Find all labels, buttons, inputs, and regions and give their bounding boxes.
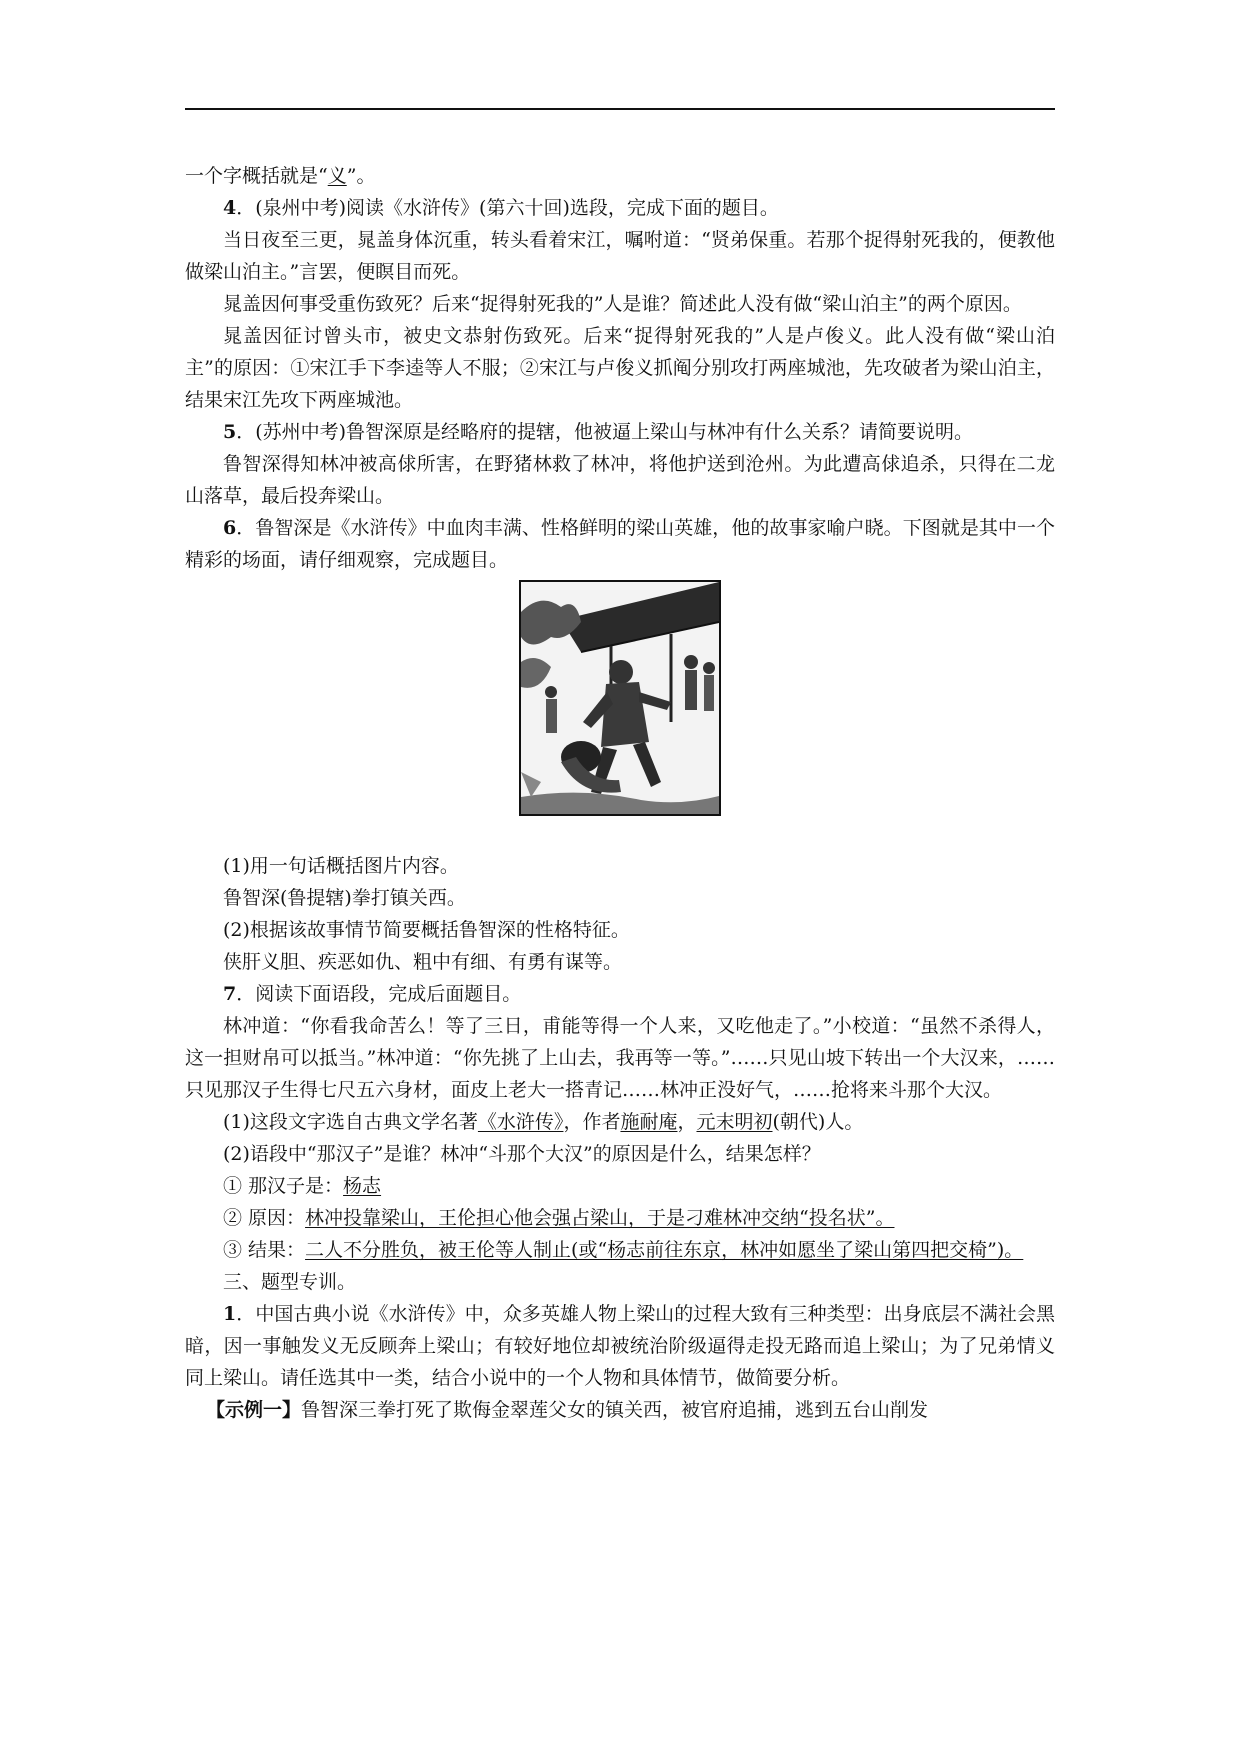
question-7-answer3: ③ 结果：二人不分胜负，被王伦等人制止(或“杨志前往东京，林冲如愿坐了梁山第四把交椅”)。 bbox=[223, 1239, 1024, 1261]
training-question-1: 1．中国古典小说《水浒传》中，众多英雄人物上梁山的过程大致有三种类型：出身底层不满社会黑暗，因一事触发义无反顾奔上梁山；有较好地位却被统治阶级逼得走投无路而追上梁山；为了兄弟情义同上梁山。请任选其中一类，结合小说中的一个人物和具体情节，做简要分析。 bbox=[185, 1303, 1055, 1389]
header-rule bbox=[185, 108, 1055, 110]
question-4-prompt: 晁盖因何事受重伤致死？后来“捉得射死我的”人是谁？简述此人没有做“梁山泊主”的两个原因。 bbox=[223, 293, 1022, 315]
question-7-passage: 林冲道：“你看我命苦么！等了三日，甫能等得一个人来，又吃他走了。”小校道：“虽然不杀得人，这一担财帛可以抵当。”林冲道：“你先挑了上山去，我再等一等。”……只见山坡下转出一个大汉来，……只见那汉子生得七尺五六身材，面皮上老大一搭青记……林冲正没好气，……抢将来斗那个大汉。 bbox=[185, 1015, 1055, 1101]
question-6-answer1: 鲁智深(鲁提辖)拳打镇关西。 bbox=[223, 887, 466, 909]
section-3-heading: 三、题型专训。 bbox=[223, 1271, 357, 1293]
training-example-1: 【示例一】鲁智深三拳打死了欺侮金翠莲父女的镇关西，被官府追捕，逃到五台山削发 bbox=[206, 1399, 929, 1421]
question-6: 6．鲁智深是《水浒传》中血肉丰满、性格鲜明的梁山英雄，他的故事家喻户晓。下图就是其中一个精彩的场面，请仔细观察，完成题目。 bbox=[185, 517, 1055, 571]
question-6-sub2: (2)根据该故事情节简要概括鲁智深的性格特征。 bbox=[223, 919, 630, 941]
question-7: 7．阅读下面语段，完成后面题目。 bbox=[223, 983, 522, 1005]
question-7-sub2: (2)语段中“那汉子”是谁？林冲“斗那个大汉”的原因是什么，结果怎样？ bbox=[223, 1143, 821, 1165]
question-7-answer2: ② 原因：林冲投靠梁山，王伦担心他会强占梁山，于是刁难林冲交纳“投名状”。 bbox=[223, 1207, 895, 1229]
illustration-figure bbox=[519, 580, 721, 816]
question-4-passage: 当日夜至三更，晁盖身体沉重，转头看着宋江，嘱咐道：“贤弟保重。若那个捉得射死我的，便教他做梁山泊主。”言罢，便瞑目而死。 bbox=[185, 229, 1055, 283]
question-4-answer: 晁盖因征讨曾头市，被史文恭射伤致死。后来“捉得射死我的”人是卢俊义。此人没有做“梁山泊主”的原因：①宋江手下李逵等人不服；②宋江与卢俊义抓阄分别攻打两座城池，先攻破者为梁山泊主，结果宋江先攻下两座城池。 bbox=[185, 325, 1055, 411]
question-5-answer: 鲁智深得知林冲被高俅所害，在野猪林救了林冲，将他护送到沧州。为此遭高俅追杀，只得在二龙山落草，最后投奔梁山。 bbox=[185, 453, 1055, 507]
question-4: 4．(泉州中考)阅读《水浒传》(第六十回)选段，完成下面的题目。 bbox=[223, 197, 779, 219]
question-7-sub1: (1)这段文字选自古典文学名著《水浒传》，作者施耐庵，元末明初(朝代)人。 bbox=[223, 1111, 864, 1133]
document-body bbox=[185, 160, 1055, 1426]
question-5: 5．(苏州中考)鲁智深原是经略府的提辖，他被逼上梁山与林冲有什么关系？请简要说明。 bbox=[223, 421, 974, 443]
question-7-answer1: ① 那汉子是：杨志 bbox=[223, 1175, 382, 1197]
question-6-answer2: 侠肝义胆、疾恶如仇、粗中有细、有勇有谋等。 bbox=[223, 951, 623, 973]
paragraph-continuation: 一个字概括就是“义”。 bbox=[185, 165, 376, 187]
woodcut-illustration bbox=[521, 582, 719, 814]
question-6-sub1: (1)用一句话概括图片内容。 bbox=[223, 855, 459, 877]
